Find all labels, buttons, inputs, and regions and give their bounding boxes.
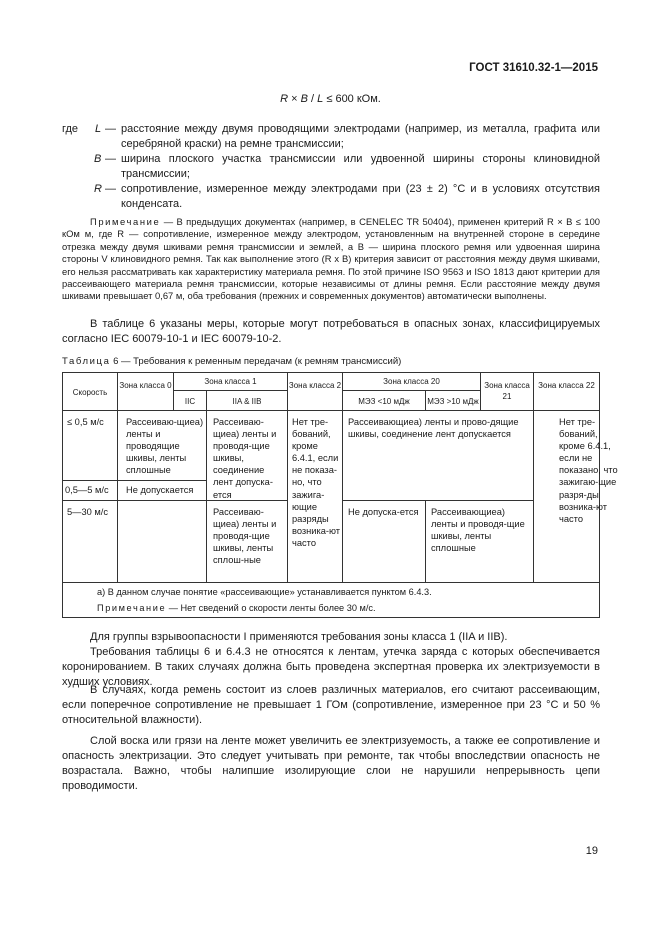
header-zone20: Зона класса 20 <box>383 377 440 386</box>
speed-cell: 0,5—5 м/с <box>65 485 109 495</box>
note-label: Примечание <box>90 216 161 227</box>
where-var: L <box>95 123 102 135</box>
where-dash: — <box>105 153 116 165</box>
formula-times: × <box>288 93 301 105</box>
where-item-b <box>62 152 600 184</box>
table-note <box>97 602 597 614</box>
zone2-cell: Нет тре-бований, кроме 6.4.1, если не показа-но, что зажига-ющие разряды возника-ют часто <box>292 417 341 548</box>
iia-iib-cell: Рассеиваю-щиеа) ленты и проводя-щие шкивы, ленты сплош-ные <box>213 507 277 566</box>
note <box>62 216 600 303</box>
intro-paragraph: В таблице 6 указаны меры, которые могут потребоваться в опасных зонах, классифицируемых согласно IEC 60079-10-1 и IEC 60079-10-2. <box>62 318 600 345</box>
speed-cell: 5—30 м/с <box>67 507 109 517</box>
formula-rest: ≤ 600 кОм. <box>323 93 381 105</box>
paragraph: В случаях, когда ремень состоит из слоев различных материалов, его считают рассеивающим, если поперечное сопротивление не превышает 1 ГОм (сопротивление, измеренное при 23 °C и 50 % относительной влажности). <box>62 684 600 726</box>
table-note-label: Примечание <box>97 603 167 613</box>
note-text: — В предыдущих документах (например, в CENELEC TR 50404), применен критерий R × B ≤ 100 кОм м, где R — сопротивление, измеренное между электродом, установленным на внутренней стороне в середине отрезка между двумя шкивами ремня трансмиссии и землей, а B — ширина плоского ремня или удвоенная ширина стороны V клиновидного ремня. Так как выполнение этого (R x B) критерия зависит от расстояния между двумя шкивами, его нельзя рассматривать как характеристику материала ремня. По этой причине ISO 9563 и ISO 1813 дают критерии для рассеивающего материала ремня трансмиссии, которые независимы от длины ремня. Если расстояние между двумя шкивами превышает 0,67 м, оба требования (прежних и современных документов) автоматически выполнены. <box>62 216 600 302</box>
header-zone21: Зона класса 21 <box>484 381 530 401</box>
table-caption <box>62 356 401 367</box>
formula-b: B <box>300 93 308 105</box>
header-mie-gt: МЭЗ >10 мДж <box>427 397 479 406</box>
paragraph: Для группы взрывоопасности I применяются требования зоны класса 1 (IIA и IIB). <box>90 631 508 643</box>
where-item-l <box>62 122 600 154</box>
header-speed: Скорость <box>72 388 108 397</box>
where-dash: — <box>105 123 116 135</box>
zone0-iic-cell: Рассеиваю-щиеа) ленты и проводящие шкивы, ленты сплошные <box>126 417 204 476</box>
paragraph: Слой воска или грязи на ленте может увеличить ее электризуемость, а также ее сопротивление и опасность электризации. Это следует учитывать при ремонте, так чтобы впоследствии опасность не возрастала. Важно, чтобы налипшие изолирующие слои не нарушили непрерывность цепи проводимости. <box>62 735 600 792</box>
mie-lt-cell: Не допуска-ется <box>348 507 419 517</box>
where-item-r <box>62 182 600 214</box>
table-caption-text: 6 — Требования к ременным передачам (к ремням трансмиссий) <box>110 356 402 367</box>
header-iia-iib: IIA & IIB <box>232 397 262 406</box>
formula-r: R <box>280 93 289 105</box>
zone0-iic-cell: Не допускается <box>126 485 194 495</box>
where-var: R <box>94 183 102 195</box>
table-note-text: — Нет сведений о скорости ленты более 30 м/с. <box>166 603 376 613</box>
header-zone1: Зона класса 1 <box>204 377 257 386</box>
formula-slash: / <box>308 93 318 105</box>
formula <box>0 93 661 105</box>
where-label: где <box>62 123 79 135</box>
paragraph: Требования таблицы 6 и 6.4.3 не относятся к лентам, утечка заряда с которых обеспечивается коронированием. В таких случаях должна быть проведена экспертная проверка их электризуемости в худших условиях. <box>62 646 600 688</box>
header-zone0: Зона класса 0 <box>119 381 172 390</box>
where-dash: — <box>105 183 116 195</box>
zone20-21-cell: Рассеивающиеа) ленты и прово-дящие шкивы, соединение лент допускается <box>348 417 519 440</box>
table-caption-label: Таблица <box>62 356 111 367</box>
where-text: ширина плоского участка трансмиссии или удвоенной ширины стороны клиновидной трансмиссии; <box>121 153 600 180</box>
requirements-table <box>62 372 618 618</box>
zone22-cell: Нет тре-бований, кроме 6.4.1, если не показано, что зажигаю-щие разря-ды возника-ют часто <box>559 417 618 524</box>
page-number: 19 <box>585 845 598 857</box>
where-var: B <box>94 153 102 165</box>
header-zone22: Зона класса 22 <box>538 381 595 390</box>
header-mie-lt: МЭЗ <10 мДж <box>358 397 410 406</box>
where-text: расстояние между двумя проводящими электродами (например, из металла, графита или серебряной краски) на ремне трансмиссии; <box>121 123 600 150</box>
where-text: сопротивление, измеренное между электродами при (23 ± 2) °C и в условиях отсутствия конденсата. <box>121 183 600 210</box>
standard-header: ГОСТ 31610.32-1—2015 <box>469 62 598 74</box>
header-zone2: Зона класса 2 <box>288 381 342 390</box>
iia-iib-cell: Рассеиваю-щиеа) ленты и проводя-щие шкивы, соединение лент допуска-ется <box>213 417 277 500</box>
mie-gt-zone21-cell: Рассеивающиеа) ленты и проводя-щие шкивы, ленты сплошные <box>431 507 525 554</box>
speed-cell: ≤ 0,5 м/с <box>67 417 104 427</box>
table-footnote: а) В данном случае понятие «рассеивающие» устанавливается пунктом 6.4.3. <box>97 587 432 597</box>
formula-l: L <box>317 93 324 105</box>
header-iic: IIC <box>184 397 196 406</box>
